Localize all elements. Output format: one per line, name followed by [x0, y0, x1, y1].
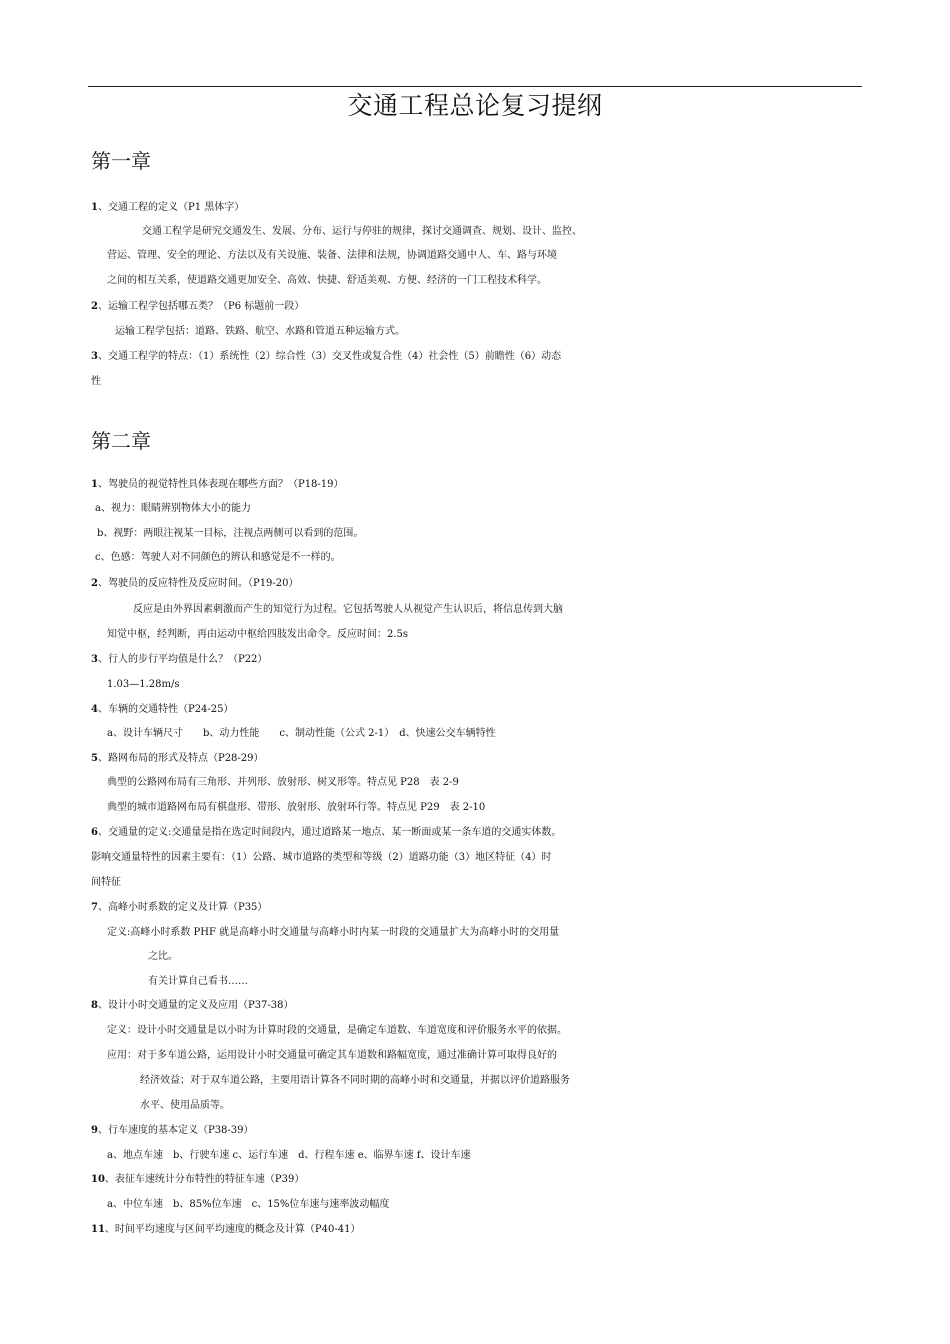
- question-heading: 11、时间平均速度与区间平均速度的概念及计算（P40-41）: [91, 1224, 361, 1235]
- document-title: 交通工程总论复习提纲: [347, 91, 603, 120]
- body-line: 水平、使用品质等。: [140, 1100, 230, 1111]
- body-line: c、色感：驾驶人对不同颜色的辨认和感觉是不一样的。: [95, 552, 341, 563]
- body-line: 有关计算自己看书……: [148, 976, 248, 987]
- chapter-heading-2: 第二章: [91, 429, 151, 453]
- question-heading: 5、路网布局的形式及特点（P28-29）: [91, 753, 264, 764]
- question-heading: 9、行车速度的基本定义（P38-39）: [91, 1125, 254, 1136]
- body-line: a、设计车辆尺寸 b、动力性能 c、制动性能（公式 2-1） d、快速公交车辆特性: [107, 728, 496, 739]
- body-line: 营运、管理、安全的理论、方法以及有关设施、装备、法律和法规，协调道路交通中人、车、路与环境: [107, 250, 557, 261]
- question-heading: 1、驾驶员的视觉特性具体表现在哪些方面？（P18-19）: [91, 479, 344, 490]
- body-line: 典型的城市道路网布局有棋盘形、带形、放射形、放射环行等。特点见 P29 表 2-10: [107, 802, 486, 813]
- question-heading: 7、高峰小时系数的定义及计算（P35）: [91, 902, 268, 913]
- body-line: 之间的相互关系，使道路交通更加安全、高效、快捷、舒适美观、方便、经济的一门工程技术科学。: [107, 275, 547, 286]
- body-line: 交通工程学是研究交通发生、发展、分布、运行与停驻的规律，探讨交通调查、规划、设计、监控、: [142, 226, 582, 237]
- body-line: 应用：对于多车道公路，运用设计小时交通量可确定其车道数和路幅宽度，通过准确计算可取得良好的: [107, 1050, 557, 1061]
- body-line: a、地点车速 b、行驶车速 c、运行车速 d、行程车速 e、临界车速 f、设计车速: [107, 1150, 471, 1161]
- question-heading: 8、设计小时交通量的定义及应用（P37-38）: [91, 1000, 294, 1011]
- body-line: 反应是由外界因素刺激而产生的知觉行为过程。它包括驾驶人从视觉产生认识后，将信息传到大脑: [133, 604, 563, 615]
- question-heading: 3、行人的步行平均值是什么？（P22）: [91, 654, 268, 665]
- question-heading: 2、驾驶员的反应特性及反应时间。（P19-20）: [91, 578, 299, 589]
- question-heading: 1、交通工程的定义（P1 黑体字）: [91, 202, 245, 213]
- question-heading: 4、车辆的交通特性（P24-25）: [91, 704, 234, 715]
- body-line: 性: [91, 376, 101, 387]
- body-line: 运输工程学包括：道路、铁路、航空、水路和管道五种运输方式。: [115, 326, 405, 337]
- body-line: 定义:高峰小时系数 PHF 就是高峰小时交通量与高峰小时内某一时段的交通量扩大为高峰小时的交用量: [107, 927, 560, 938]
- body-line: 经济效益；对于双车道公路，主要用语计算各不同时期的高峰小时和交通量，并据以评价道路服务: [140, 1075, 570, 1086]
- question-heading: 3、交通工程学的特点：（1）系统性（2）综合性（3）交叉性或复合性（4）社会性（5）前瞻性（6）动态: [91, 351, 562, 362]
- body-line: 定义：设计小时交通量是以小时为计算时段的交通量，是确定车道数、车道宽度和评价服务水平的依据。: [107, 1025, 567, 1036]
- body-line: 典型的公路网布局有三角形、并列形、放射形、树叉形等。特点见 P28 表 2-9: [107, 777, 459, 788]
- question-heading: 2、运输工程学包括哪五类？（P6 标题前一段）: [91, 301, 305, 312]
- body-line: b、视野：两眼注视某一目标，注视点两侧可以看到的范围。: [97, 528, 364, 539]
- body-line: 知觉中枢，经判断，再由运动中枢给四肢发出命令。反应时间：2.5s: [107, 629, 409, 640]
- body-line: a、视力：眼睛辨别物体大小的能力: [95, 503, 251, 514]
- body-line: 1.03—1.28m/s: [107, 679, 180, 690]
- question-heading: 10、表征车速统计分布特性的特征车速（P39）: [91, 1174, 305, 1185]
- body-line: 影响交通量特性的因素主要有：（1）公路、城市道路的类型和等级（2）道路功能（3）地区特征（4）时: [91, 852, 552, 863]
- body-line: 间特征: [91, 877, 121, 888]
- body-line: 之比。: [148, 951, 178, 962]
- question-heading: 6、交通量的定义:交通量是指在选定时间段内，通过道路某一地点、某一断面或某一条车道的交通实体数。: [91, 827, 562, 838]
- header-rule: [88, 86, 862, 87]
- chapter-heading-1: 第一章: [91, 149, 151, 173]
- body-line: a、中位车速 b、85%位车速 c、15%位车速与速率波动幅度: [107, 1199, 390, 1210]
